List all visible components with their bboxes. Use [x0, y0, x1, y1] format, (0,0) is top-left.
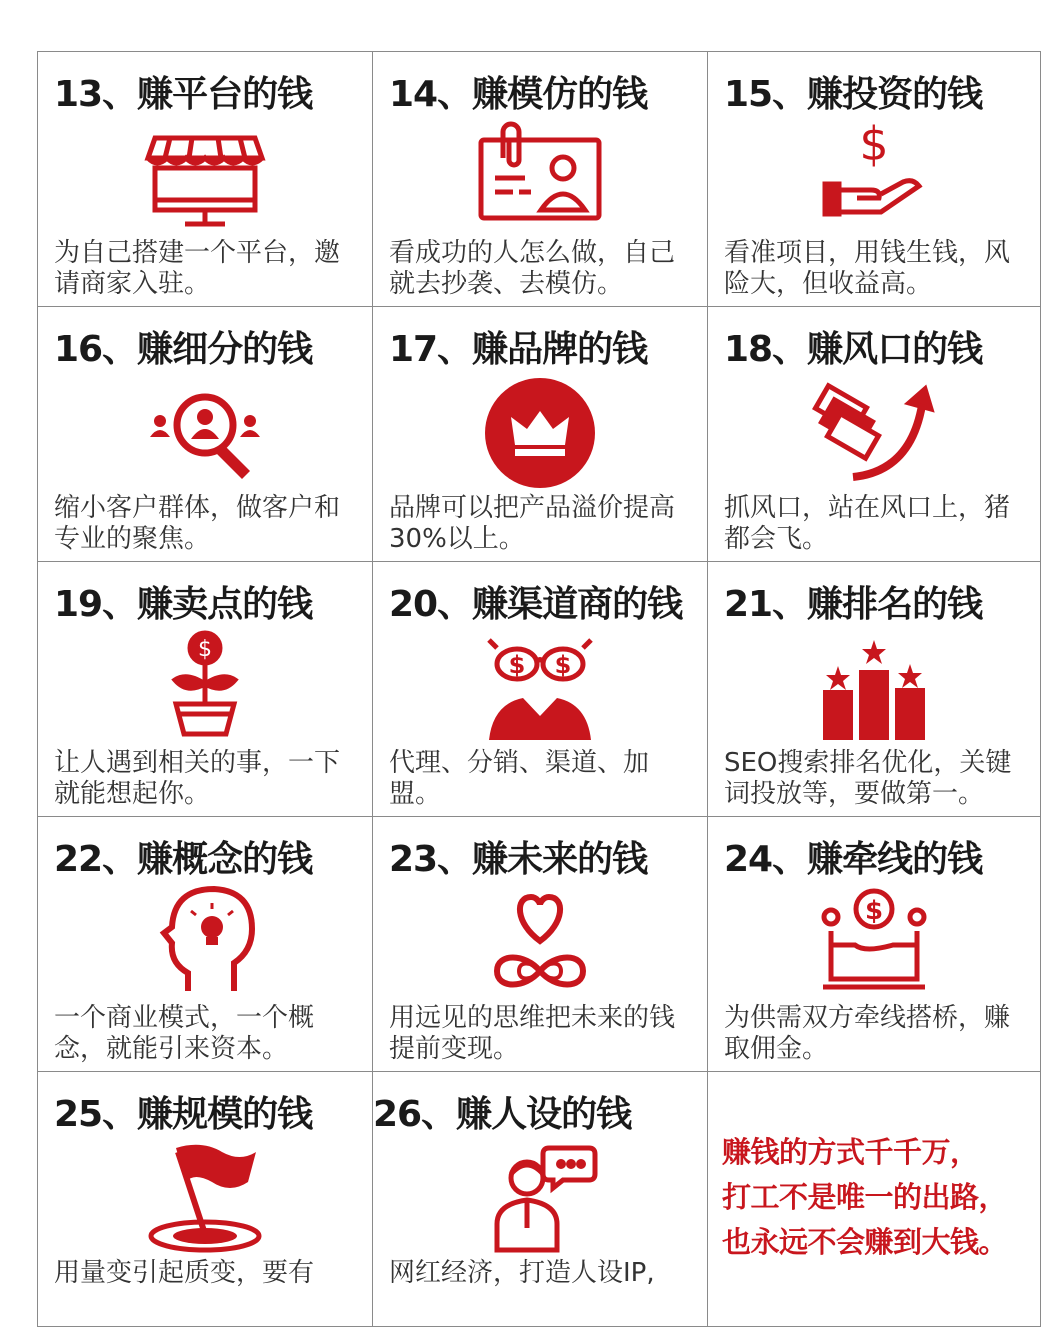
card-14	[373, 52, 708, 307]
card-description: 为自己搭建一个平台，邀请商家入驻。	[54, 238, 341, 299]
card-description: SEO搜索排名优化，关键词投放等，要做第一。	[724, 748, 1012, 809]
svg-text:$: $	[859, 118, 889, 171]
card-title: 20、赚渠道商的钱	[389, 584, 683, 625]
card-17	[373, 307, 708, 562]
card-23	[373, 817, 708, 1072]
matchmaking-icon	[809, 883, 939, 1003]
card-description: 品牌可以把产品溢价提高30%以上。	[389, 493, 676, 554]
card-22	[38, 817, 373, 1072]
hand-dollar-icon	[809, 118, 939, 238]
card-description: 让人遇到相关的事，一下就能想起你。	[54, 748, 341, 809]
ranking-podium-icon	[809, 628, 939, 748]
card-title: 17、赚品牌的钱	[389, 329, 648, 370]
card-description: 用量变引起质变，要有	[54, 1258, 315, 1288]
card-title: 22、赚概念的钱	[54, 839, 313, 880]
svg-text:$: $	[198, 637, 212, 662]
id-card-icon	[475, 118, 605, 238]
head-idea-icon	[140, 883, 270, 1003]
card-title: 18、赚风口的钱	[724, 329, 983, 370]
card-description: 网红经济，打造人设IP,	[389, 1258, 655, 1288]
speaker-person-icon	[475, 1138, 605, 1258]
dollar-glasses-person-icon	[475, 628, 605, 748]
card-15	[708, 52, 1041, 307]
slogan-line-2: 打工不是唯一的出路，	[722, 1180, 1008, 1214]
money-plant-icon	[140, 628, 270, 748]
card-description: 看准项目，用钱生钱，风险大，但收益高。	[724, 238, 1011, 299]
card-20	[373, 562, 708, 817]
money-methods-grid	[37, 51, 1041, 1327]
storefront-icon	[140, 118, 270, 238]
card-24	[708, 817, 1041, 1072]
card-21	[708, 562, 1041, 817]
card-title: 23、赚未来的钱	[389, 839, 648, 880]
card-title: 15、赚投资的钱	[724, 74, 983, 115]
card-title: 19、赚卖点的钱	[54, 584, 313, 625]
card-description: 用远见的思维把未来的钱提前变现。	[389, 1003, 676, 1064]
slogan-line-3: 也永远不会赚到大钱。	[722, 1225, 1008, 1259]
flag-target-icon	[140, 1138, 270, 1258]
slogan-text	[722, 1130, 1040, 1265]
card-title: 21、赚排名的钱	[724, 584, 983, 625]
svg-text:$: $	[508, 651, 526, 679]
card-description: 为供需双方牵线搭桥，赚取佣金。	[724, 1003, 1011, 1064]
card-title: 16、赚细分的钱	[54, 329, 313, 370]
magnifier-people-icon	[140, 373, 270, 493]
card-description: 一个商业模式，一个概念，就能引来资本。	[54, 1003, 315, 1064]
card-19	[38, 562, 373, 817]
card-title: 24、赚牵线的钱	[724, 839, 983, 880]
svg-text:$: $	[864, 896, 884, 926]
card-title: 26、赚人设的钱	[373, 1094, 632, 1135]
card-title: 25、赚规模的钱	[54, 1094, 313, 1135]
card-description: 缩小客户群体，做客户和专业的聚焦。	[54, 493, 341, 554]
heart-infinity-icon	[475, 883, 605, 1003]
card-18	[708, 307, 1041, 562]
card-title: 13、赚平台的钱	[54, 74, 313, 115]
card-title: 14、赚模仿的钱	[389, 74, 648, 115]
card-description: 抓风口，站在风口上，猪都会飞。	[724, 493, 1011, 554]
svg-text:$: $	[554, 651, 572, 679]
slogan-line-1: 赚钱的方式千千万，	[722, 1135, 979, 1169]
card-13	[38, 52, 373, 307]
card-description: 看成功的人怎么做，自己就去抄袭、去模仿。	[389, 238, 676, 299]
crown-icon	[475, 373, 605, 493]
money-arrow-icon	[809, 373, 939, 493]
card-description: 代理、分销、渠道、加盟。	[389, 748, 650, 809]
card-16	[38, 307, 373, 562]
